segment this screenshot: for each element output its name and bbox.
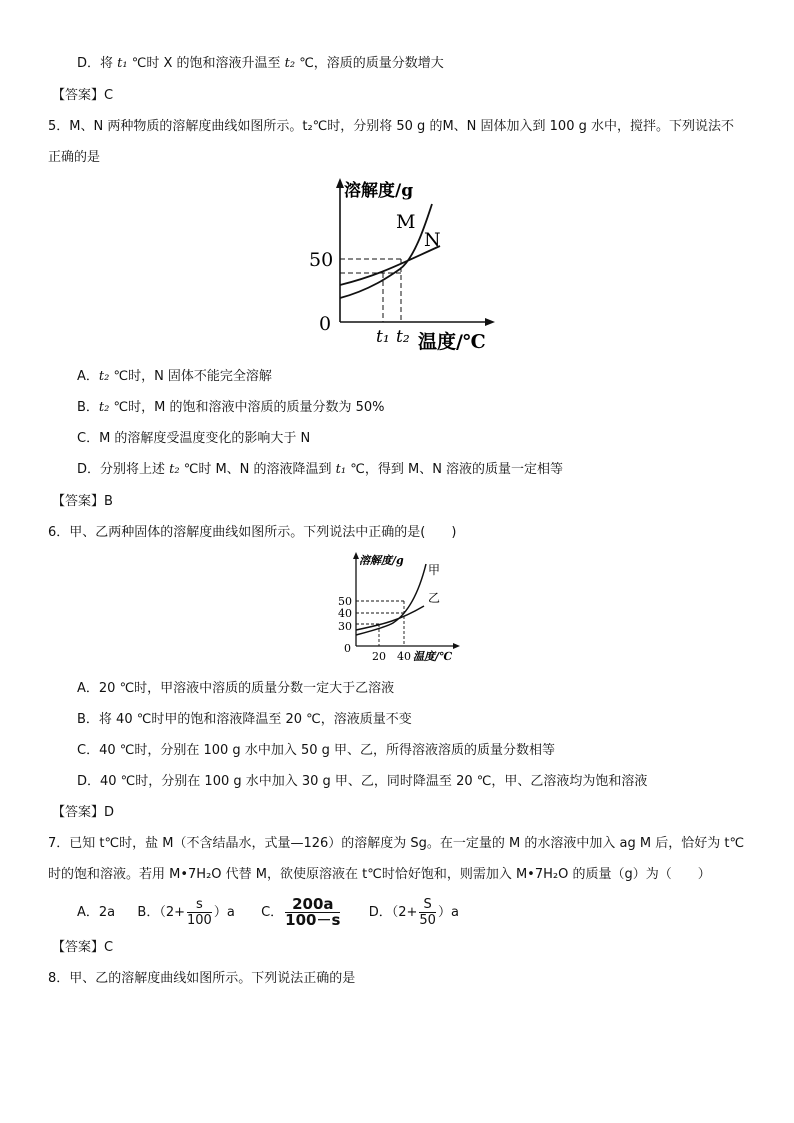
- q6-option-a: A．20 ℃时，甲溶液中溶质的质量分数一定大于乙溶液: [77, 681, 395, 696]
- q5-stem-line2: 正确的是: [48, 150, 101, 165]
- q4-answer: 【答案】C: [52, 88, 114, 103]
- q5-origin: 0: [319, 313, 332, 335]
- q6-y-label: 溶解度/g: [359, 554, 404, 567]
- q8-stem: 8．甲、乙的溶解度曲线如图所示。下列说法正确的是: [48, 971, 356, 986]
- q5-x-tick-t2: t₂: [396, 327, 410, 347]
- q5-option-b: B．t₂ ℃时，M 的饱和溶液中溶质的质量分数为 50%: [77, 400, 385, 415]
- q7-stem-line1: 7．已知 t℃时，盐 M（不含结晶水，式量—126）的溶解度为 Sg。在一定量的 M 的水溶液中加入 ag M 后，恰好为 t℃: [48, 836, 745, 851]
- q6-origin: 0: [344, 642, 351, 655]
- q7-answer: 【答案】C: [52, 940, 114, 955]
- q5-stem-line1: 5．M、N 两种物质的溶解度曲线如图所示。t₂℃时，分别将 50 g 的M、N 固体加入到 100 g 水中，搅拌。下列说法不: [48, 119, 734, 134]
- q7-option-c-fraction: $\frac{200a}{100-s}$: [285, 895, 341, 929]
- q5-answer: 【答案】B: [52, 494, 113, 509]
- q5-y-label: 溶解度/g: [344, 181, 414, 201]
- q5-label-n: N: [424, 229, 441, 251]
- q7-option-d: D．（2+ $\frac{S}{50}$ ）a: [368, 897, 459, 928]
- q5-x-axis-arrow: [485, 318, 495, 326]
- q6-answer: 【答案】D: [52, 805, 115, 820]
- q6-option-c: C．40 ℃时，分别在 100 g 水中加入 50 g 甲、乙，所得溶液溶质的质量分数相等: [77, 743, 556, 758]
- q7-option-b-fraction: $\frac{s}{100}$: [187, 897, 212, 928]
- q6-x-tick-40: 40: [397, 650, 411, 663]
- q7-option-b: B．（2+ $\frac{s}{100}$ ）a: [137, 897, 235, 928]
- q4-option-d: D．将 t₁ ℃时 X 的饱和溶液升温至 t₂ ℃，溶质的质量分数增大: [77, 56, 444, 71]
- q6-option-d: D．40 ℃时，分别在 100 g 水中加入 30 g 甲、乙，同时降温至 20 ℃，甲、乙溶液均为饱和溶液: [77, 774, 648, 789]
- q5-option-c: C．M 的溶解度受温度变化的影响大于 N: [77, 431, 311, 446]
- q6-label-yi: 乙: [428, 591, 441, 605]
- q5-solubility-figure: [300, 172, 500, 354]
- q5-curve-n: [340, 246, 440, 285]
- q6-y-tick-40: 40: [338, 607, 352, 620]
- q6-x-label: 温度/℃: [413, 650, 453, 663]
- q6-y-tick-50: 50: [338, 595, 352, 608]
- q7-option-a: A．2a: [77, 905, 116, 920]
- q7-options-row: [77, 897, 459, 928]
- q5-y-axis-arrow: [336, 178, 344, 188]
- q7-stem-line2: 时的饱和溶液。若用 M•7H₂O 代替 M，欲使原溶液在 t℃时恰好饱和，则需加入 M•7H₂O 的质量（g）为（ ）: [48, 867, 711, 882]
- q6-x-tick-20: 20: [372, 650, 386, 663]
- q6-x-axis-arrow: [453, 643, 460, 649]
- q5-x-tick-t1: t₁: [376, 327, 390, 347]
- q6-y-tick-30: 30: [338, 620, 352, 633]
- q7-option-c: C． $\frac{200a}{100-s}$: [261, 895, 341, 929]
- q6-option-b: B．将 40 ℃时甲的饱和溶液降温至 20 ℃，溶液质量不变: [77, 712, 412, 727]
- q6-stem: 6．甲、乙两种固体的溶解度曲线如图所示。下列说法中正确的是( ): [48, 525, 457, 540]
- q6-solubility-figure: [330, 548, 470, 670]
- q6-curve-yi: [356, 606, 424, 630]
- q5-label-m: M: [396, 211, 416, 233]
- q5-curve-m: [340, 204, 432, 298]
- q5-option-a: A．t₂ ℃时，N 固体不能完全溶解: [77, 369, 272, 384]
- q5-x-label: 温度/℃: [418, 331, 486, 353]
- q7-option-d-fraction: $\frac{S}{50}$: [419, 897, 436, 928]
- q5-y-tick-50: 50: [309, 249, 334, 271]
- q5-option-d: D．分别将上述 t₂ ℃时 M、N 的溶液降温到 t₁ ℃，得到 M、N 溶液的质量一定相等: [77, 462, 564, 477]
- q6-label-jia: 甲: [428, 563, 441, 577]
